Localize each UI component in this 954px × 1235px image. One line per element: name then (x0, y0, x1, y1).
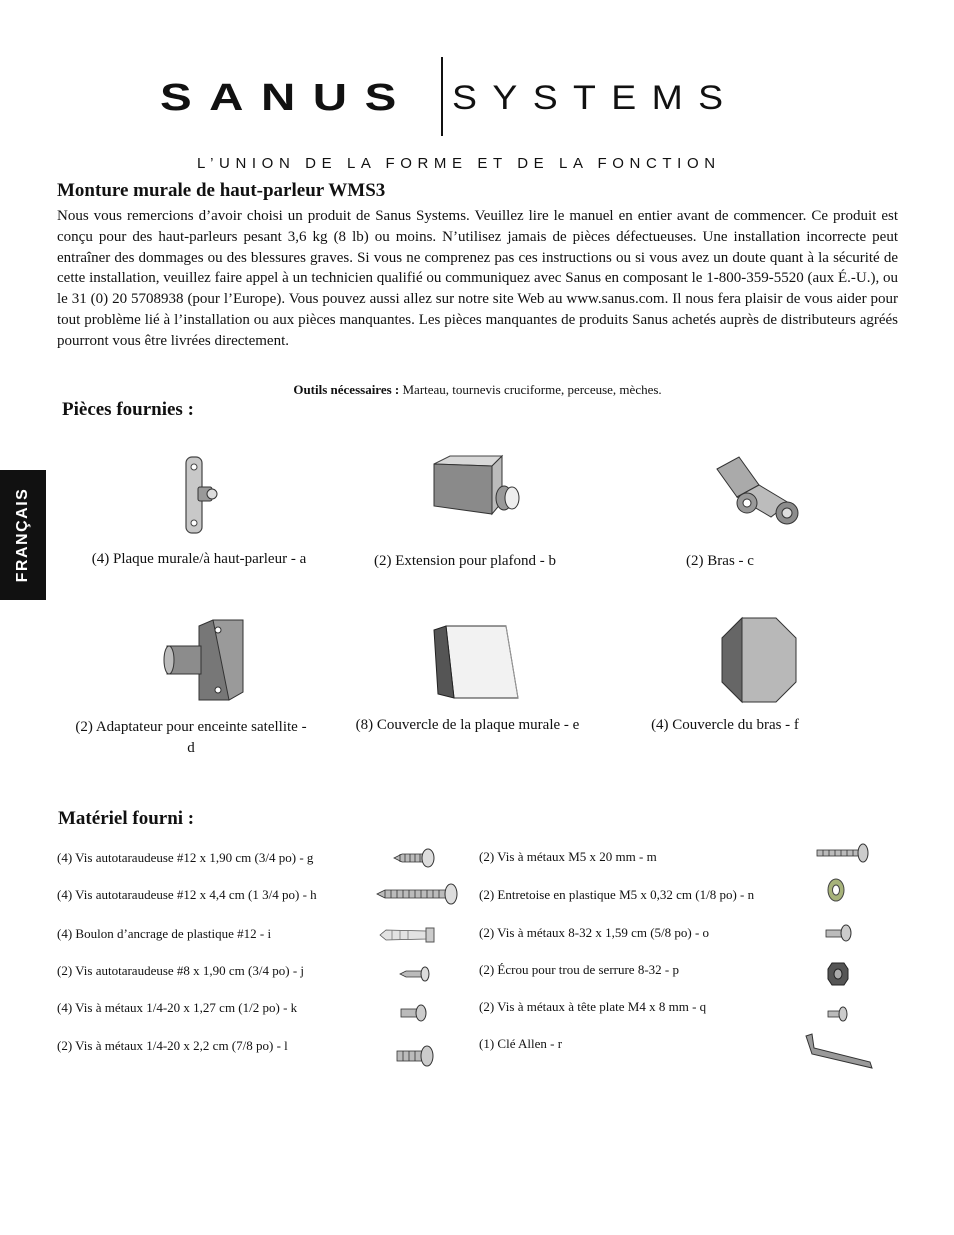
hardware-item-g: (4) Vis autotaraudeuse #12 x 1,90 cm (3/4 po) - g (57, 850, 314, 865)
hardware-item-l: (2) Vis à métaux 1/4-20 x 2,2 cm (7/8 po) - l (57, 1038, 288, 1053)
part-caption-d: (2) Adaptateur pour enceinte satellite - d (75, 719, 307, 756)
keyhole-nut-p-icon (826, 961, 850, 987)
part-caption-f: (4) Couvercle du bras - f (651, 717, 799, 733)
tools-needed (57, 382, 898, 398)
screw-g-icon (392, 848, 436, 868)
spacer-n-icon (826, 878, 846, 902)
parts-heading: Pièces fournies : (62, 399, 194, 420)
ceiling-extension-image (430, 452, 525, 522)
arm-cover-image (720, 616, 798, 704)
screw-k-icon (399, 1004, 429, 1022)
hardware-item-r: (1) Clé Allen - r (479, 1036, 563, 1051)
hardware-item-n: (2) Entretoise en plastique M5 x 0,32 cm (1/8 po) - n (479, 887, 755, 902)
hardware-item-p: (2) Écrou pour trou de serrure 8-32 - p (479, 962, 679, 977)
hardware-item-m: (2) Vis à métaux M5 x 20 mm - m (479, 849, 657, 864)
screw-q-icon (826, 1006, 850, 1022)
hardware-item-q: (2) Vis à métaux à tête plate M4 x 8 mm - q (479, 999, 707, 1014)
language-tab-label: FRANÇAIS (14, 487, 31, 583)
tools-label: Outils nécessaires : (293, 382, 400, 397)
hardware-item-j: (2) Vis autotaraudeuse #8 x 1,90 cm (3/4 po) - j (57, 963, 305, 978)
satellite-adapter-image (163, 618, 248, 703)
logo-divider (441, 57, 443, 136)
tagline: L’UNION DE LA FORME ET DE LA FONCTION (197, 155, 721, 172)
arm-image (715, 455, 805, 530)
wall-plate-cover-image (432, 620, 522, 700)
hardware-item-k: (4) Vis à métaux 1/4-20 x 1,27 cm (1/2 po) - k (57, 1000, 298, 1015)
part-caption-b: (2) Extension pour plafond - b (373, 553, 557, 569)
allen-key-r-icon (804, 1032, 876, 1072)
screw-o-icon (824, 924, 854, 942)
brand-logo-sanus: SANUS (160, 77, 414, 119)
page-title: Monture murale de haut-parleur WMS3 (57, 180, 386, 201)
part-caption-c: (2) Bras - c (686, 553, 754, 569)
screw-l-icon (395, 1045, 437, 1067)
part-caption-e: (8) Couvercle de la plaque murale - e (355, 717, 580, 733)
brand-logo-systems: SYSTEMS (452, 79, 739, 117)
part-caption-a: (4) Plaque murale/à haut-parleur - a (91, 551, 307, 567)
hardware-item-h: (4) Vis autotaraudeuse #12 x 4,4 cm (1 3/4 po) - h (57, 887, 317, 902)
tools-text: Marteau, tournevis cruciforme, perceuse, mèches. (399, 382, 662, 397)
hardware-heading: Matériel fourni : (58, 808, 195, 829)
hardware-item-i: (4) Boulon d’ancrage de plastique #12 - i (57, 926, 272, 941)
screw-j-icon (398, 966, 432, 982)
intro-paragraph: Nous vous remercions d’avoir choisi un produit de Sanus Systems. Veuillez lire le manuel en entier avant de commencer. Ce produit est conçu pour des haut-parleurs pesant 3,6 kg (8 lb) ou moins. N’utilisez jamais de pièces défectueuses. Une installation incorrecte peut entraîner des dommages ou des blessures graves. Si vous ne comprenez pas ces instructions ou si vous avez un doute quant à la sécurité de cette installation, veuillez faire appel à un technicien qualifié ou communiquez avec Sanus en composant le 1-800-359-5520 (aux É.-U.), ou le 31 (0) 20 5708938 (pour l’Europe). Vous pouvez aussi allez sur notre site Web au www.sanus.com. Il nous fera plaisir de vous aider pour tout problème lié à l’installation ou aux pièces manquantes. Les pièces manquantes de produits Sanus achetés auprès de distributeurs agréés pourront vous être livrées directement. (57, 208, 898, 349)
wall-plate-image (180, 455, 220, 535)
anchor-i-icon (378, 926, 438, 944)
screw-h-icon (375, 882, 459, 906)
hardware-item-o: (2) Vis à métaux 8-32 x 1,59 cm (5/8 po) - o (479, 925, 710, 940)
screw-m-icon (815, 843, 871, 863)
